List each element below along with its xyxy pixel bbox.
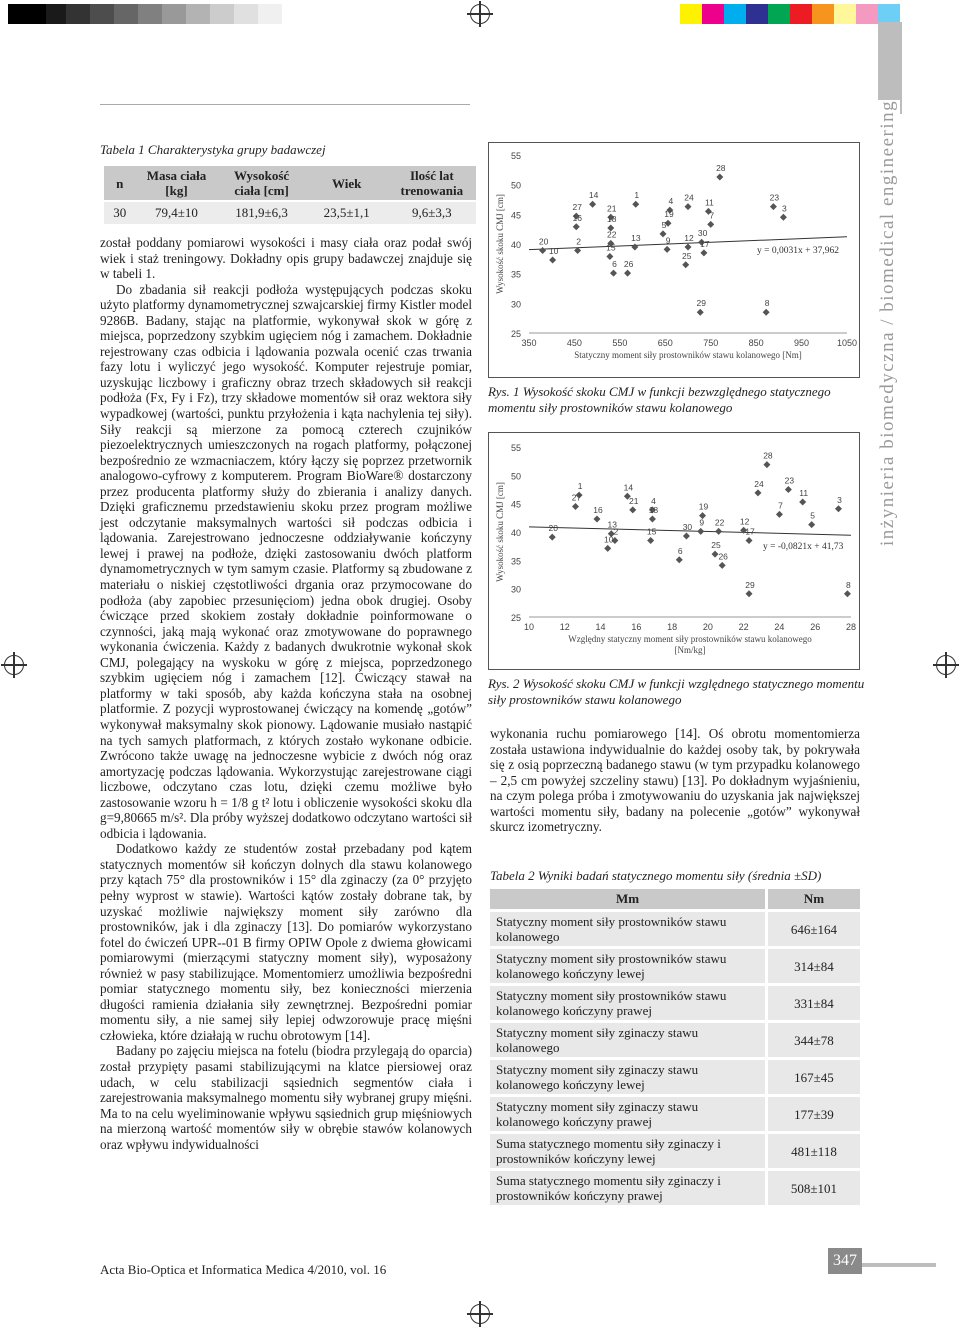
data-point-label: 6 (677, 545, 683, 556)
table2-label-cell: Suma statycznego momentu siły zginaczy i prostowników kończyny lewej (490, 1133, 767, 1170)
data-point (770, 203, 777, 210)
table2-row (490, 1170, 860, 1206)
data-point (685, 243, 692, 250)
data-point (835, 505, 842, 512)
x-tick-label: 750 (703, 338, 719, 348)
x-tick-label: 550 (612, 338, 628, 348)
data-point-label: 16 (593, 504, 603, 515)
data-point-label: 15 (606, 242, 616, 253)
table2-label-cell: Statyczny moment siły zginaczy stawu kolanowego kończyny prawej (490, 1096, 767, 1133)
table2-row (490, 1059, 860, 1096)
x-tick-label: 10 (523, 622, 535, 632)
x-axis-label: Statyczny moment siły prostowników stawu kolanowego [Nm] (574, 350, 802, 360)
x-tick-label: 1050 (836, 338, 858, 348)
y-tick-label: 35 (510, 556, 521, 567)
chart-1-caption: Rys. 1 Wysokość skoku CMJ w funkcji bezwzględnego statycznego momentu siły prostowników stawu kolanowego (488, 384, 831, 415)
data-point (610, 270, 617, 277)
data-point (754, 489, 761, 496)
right-column (490, 726, 860, 835)
data-point-label: 28 (716, 162, 726, 173)
data-point-label: 30 (682, 521, 693, 532)
x-tick-label: 950 (794, 338, 810, 348)
data-point (685, 203, 692, 210)
data-point-label: 8 (846, 579, 851, 590)
x-tick-label: 18 (667, 622, 678, 632)
x-tick-label: 650 (657, 338, 673, 348)
side-section-label: inżynieria biomedyczna / biomedical engineering (876, 100, 900, 560)
registration-mark-icon (4, 655, 24, 675)
data-point (746, 537, 753, 544)
table1 (104, 166, 476, 224)
table2-row (490, 1133, 860, 1170)
data-point-label: 13 (607, 519, 618, 530)
data-point (844, 590, 851, 597)
left-column (100, 235, 472, 1152)
table2-label-cell: Statyczny moment siły zginaczy stawu kolanowego (490, 1022, 767, 1059)
y-tick-label: 55 (510, 443, 521, 453)
table2-row (490, 1022, 860, 1059)
data-point-label: 2 (613, 526, 619, 537)
x-tick-label: 850 (748, 338, 764, 348)
table1-cell: 79,4±10 (136, 201, 218, 224)
table2-label-cell: Suma statycznego momentu siły zginaczy i prostowników kończyny prawej (490, 1170, 767, 1206)
data-point-label: 24 (684, 192, 694, 203)
data-point (746, 590, 753, 597)
table2-row (490, 911, 860, 948)
data-point (593, 515, 600, 522)
y-tick-label: 30 (510, 299, 521, 310)
trendline-label: y = -0,0821x + 41,73 (763, 542, 844, 553)
table2-row (490, 1096, 860, 1133)
data-point-label: 4 (668, 196, 674, 207)
data-point-label: 1 (577, 481, 583, 492)
table2-value-cell: 508±101 (767, 1170, 861, 1206)
table1-header: Wiek (306, 166, 388, 201)
x-axis-label: Względny statyczny moment siły prostowników stawu kolanowego [Nm/kg] (568, 634, 812, 655)
data-point (549, 257, 556, 264)
data-point-label: 5 (661, 219, 667, 230)
data-point-label: 10 (548, 246, 559, 257)
data-point (629, 506, 636, 513)
x-tick-label: 22 (738, 622, 749, 632)
table2-value-cell: 646±164 (767, 911, 861, 948)
data-point (676, 556, 683, 563)
table2-label-cell: Statyczny moment siły zginaczy stawu kolanowego kończyny lewej (490, 1059, 767, 1096)
data-point-label: 15 (646, 526, 657, 537)
data-point-label: 26 (623, 259, 634, 270)
x-tick-label: 20 (702, 622, 713, 632)
data-point (682, 261, 689, 268)
x-tick-label: 14 (595, 622, 606, 632)
y-tick-label: 50 (510, 471, 521, 482)
y-tick-label: 25 (510, 329, 521, 339)
paragraph: Dodatkowo każdy ze studentów został przebadany pod kątem statycznych momentów sił kończyn dolnych dla stawu kolanowego przy kątach 75° dla prostowników i 15° dla zginaczy (za 0° przyjęto pełny wyprost w stawie). Wartości kątów zostały dobrane tak, by uzyskać możliwie największy moment siły zarówno dla prostowników, jak i dla zginaczy [13]. Do pomiarów wykorzystano fotel do ćwiczeń UPR--01 B firmy OPIW Opole z dwiema głowicami pomiarowymi (mierzącymi statyczny moment siły), wyposażony również w pasy stabilizujące. Momentomierz umożliwia bezpośredni pomiar statycznego momentu siły, bez konieczności mierzenia długości ramienia działania siły zewnętrznej. Bezpośredni pomiar momentu siły, a nie samej siły lepiej odwzorowuje pracę mięśni człowieka, które działają w ruchu obrotowym [14]. (100, 841, 472, 1043)
table1-header: Masa ciała [kg] (136, 166, 218, 201)
registration-mark-icon (470, 1304, 490, 1324)
x-tick-label: 24 (774, 622, 785, 632)
x-tick-label: 26 (810, 622, 821, 632)
table2-label-cell: Statyczny moment siły prostowników stawu kolanowego kończyny prawej (490, 985, 767, 1022)
data-point-label: 10 (603, 534, 614, 545)
data-point (763, 461, 770, 468)
table1-header: Ilość lat trenowania (388, 166, 476, 201)
paragraph: został poddany pomiarowi wysokości i masy ciała oraz podał swój wiek i staż treningowy. Dokładny opis grupy badawczej znajduje się w tabeli 1. (100, 235, 472, 282)
y-tick-label: 50 (510, 180, 521, 191)
page-number: 347 (828, 1248, 862, 1274)
x-tick-label: 28 (845, 622, 857, 632)
data-point-label: 8 (764, 298, 770, 309)
data-point-label: 3 (782, 203, 787, 214)
table2-value-cell: 314±84 (767, 948, 861, 985)
data-point-label: 22 (607, 229, 617, 240)
data-point-label: 17 (745, 526, 755, 537)
data-point (697, 528, 704, 535)
data-point-label: 11 (799, 487, 809, 498)
table1-cell: 9,6±3,3 (388, 201, 476, 224)
data-point-label: 6 (612, 259, 617, 270)
table2-value-cell: 177±39 (767, 1096, 861, 1133)
y-tick-label: 30 (510, 584, 521, 595)
data-point-label: 13 (631, 232, 641, 243)
data-point-label: 29 (745, 579, 755, 590)
table2-row (490, 985, 860, 1022)
data-point-label: 5 (810, 510, 816, 521)
data-point (683, 532, 690, 539)
data-point-label: 12 (684, 232, 694, 243)
data-point (763, 309, 770, 316)
table2-value-cell: 167±45 (767, 1059, 861, 1096)
table1-header: Wysokość ciała [cm] (217, 166, 305, 201)
registration-mark-icon (470, 4, 490, 24)
data-point-label: 27 (571, 492, 582, 503)
chart-2-frame (488, 432, 860, 670)
table1-cell: 30 (104, 201, 136, 224)
data-point (715, 528, 722, 535)
page-number-rule (862, 1263, 936, 1267)
chart-1-frame (488, 142, 860, 378)
data-point-label: 14 (623, 482, 634, 493)
data-point-label: 17 (700, 238, 710, 249)
table2-header: Mm (490, 889, 767, 911)
data-point (719, 562, 726, 569)
data-point-label: 22 (714, 517, 725, 528)
data-point (707, 221, 714, 228)
table2-value-cell: 481±118 (767, 1133, 861, 1170)
header-rule (100, 104, 470, 105)
data-point-label: 23 (769, 192, 780, 203)
chart-1 (489, 143, 859, 377)
y-axis-label: Wysokość skoku CMJ [cm] (495, 482, 505, 582)
data-point-label: 11 (705, 197, 714, 208)
paragraph: Badany po zajęciu miejsca na fotelu (biodra przylegają do oparcia) został przypięty pasami stabilizującymi na klatce piersiowej oraz udach, w celu stabilizacji sąsiednich segmentów ciała i zarejestrowania maksymalnego momentu siły wybranej grupy mięśni. Ma to na celu wyeliminowanie wpływu sąsiednich grup mięśniowych na mierzoną wartość momentów siły w obrębie stawów kolanowych oraz wpływu indywidualności (100, 1043, 472, 1152)
x-tick-label: 450 (566, 338, 582, 348)
data-point (647, 537, 654, 544)
data-point-label: 19 (698, 501, 709, 512)
data-point-label: 25 (711, 540, 721, 551)
data-point-label: 30 (697, 228, 708, 239)
data-point-label: 28 (763, 450, 773, 461)
table2 (490, 889, 860, 1205)
data-point-label: 21 (629, 495, 639, 506)
data-point (808, 521, 815, 528)
y-tick-label: 45 (510, 210, 521, 221)
data-point-label: 23 (784, 475, 795, 486)
data-point (716, 173, 723, 180)
footer-journal: Acta Bio-Optica et Informatica Medica 4/2010, vol. 16 (100, 1262, 387, 1277)
table1-cell: 23,5±1,1 (306, 201, 388, 224)
data-point (700, 249, 707, 256)
data-point (776, 511, 783, 518)
data-point-label: 19 (664, 209, 674, 220)
data-point-label: 12 (739, 516, 750, 527)
data-point (572, 503, 579, 510)
data-point-label: 3 (837, 494, 842, 505)
data-point (697, 309, 704, 316)
data-point-label: 24 (754, 478, 764, 489)
table2-value-cell: 331±84 (767, 985, 861, 1022)
data-point-label: 16 (572, 212, 582, 223)
data-point-label: 7 (778, 500, 783, 511)
data-point-label: 14 (588, 190, 599, 201)
data-point-label: 2 (576, 236, 581, 247)
data-point (785, 486, 792, 493)
table2-label-cell: Statyczny moment siły prostowników stawu kolanowego kończyny lewej (490, 948, 767, 985)
data-point (649, 515, 656, 522)
y-axis-label: Wysokość skoku CMJ [cm] (495, 194, 505, 294)
x-tick-label: 16 (631, 622, 642, 632)
table2-caption: Tabela 2 Wyniki badań statycznego momentu siły (średnia ±SD) (490, 868, 822, 883)
data-point-label: 1 (634, 190, 640, 201)
x-tick-label: 12 (559, 622, 570, 632)
chart-2 (489, 433, 859, 669)
data-point-label: 25 (681, 250, 692, 261)
data-point (573, 223, 580, 230)
table2-value-cell: 344±78 (767, 1022, 861, 1059)
data-point (604, 545, 611, 552)
table1-caption: Tabela 1 Charakterystyka grupy badawczej (100, 142, 326, 157)
data-point (589, 201, 596, 208)
trendline-label: y = 0,0031x + 37,962 (757, 245, 839, 256)
data-point-label: 7 (709, 210, 715, 221)
data-point-label: 27 (572, 202, 582, 213)
data-point (799, 498, 806, 505)
data-point (780, 214, 787, 221)
data-point-label: 9 (665, 235, 671, 246)
data-point-label: 21 (607, 203, 617, 214)
table2-label-cell: Statyczny moment siły prostowników stawu kolanowego (490, 911, 767, 948)
data-point (539, 247, 546, 254)
data-point-label: 20 (548, 523, 558, 534)
table1-header: n (104, 166, 136, 201)
y-tick-label: 45 (510, 499, 521, 510)
data-point-label: 29 (696, 298, 707, 309)
data-point-label: 20 (538, 236, 549, 247)
data-point (632, 201, 639, 208)
y-tick-label: 25 (510, 613, 521, 623)
data-point (624, 270, 631, 277)
x-tick-label: 350 (521, 338, 537, 348)
y-tick-label: 35 (510, 269, 521, 280)
data-point-label: 26 (718, 551, 728, 562)
data-point (631, 243, 638, 250)
chart-2-caption: Rys. 2 Wysokość skoku CMJ w funkcji względnego statycznego momentu siły prostowników stawu kolanowego (488, 676, 865, 707)
data-point (664, 246, 671, 253)
paragraph: wykonania ruchu pomiarowego [14]. Oś obrotu momentomierza została ustawiona indywidualnie do każdej osoby tak, by pokrywała się z osią poprzeczną badanego stawu (w tym przypadku kolanowego – 2,5 cm powyżej szczeliny stawu) [13]. Po dokładnym wyjaśnieniu, na czym polega próba i zmotywowaniu do uzyskania jak największej wartości momentu siły, badany na polecenie „gotów” wykonywał skurcz izometryczny. (490, 726, 860, 835)
data-point-label: 9 (699, 517, 705, 528)
y-tick-label: 40 (510, 528, 521, 538)
table2-header: Nm (767, 889, 861, 911)
y-tick-label: 55 (510, 151, 521, 161)
data-point-label: 18 (607, 213, 617, 224)
registration-mark-icon (936, 655, 956, 675)
table2-row (490, 948, 860, 985)
data-point-label: 18 (648, 504, 659, 515)
y-tick-label: 40 (510, 240, 521, 250)
data-point-label: 4 (651, 495, 656, 506)
paragraph: Do zbadania sił reakcji podłoża występujących podczas skoku użyto platformy dynamometrycznej szwajcarskiej firmy Kistler model 9286B. Badany, stając na platformie, wykonywał skok w górę z miejsca, poprzedzony szybkim ugięciem nóg i zamachem. Dokładnie rejestrowany czas odbicia i lądowania pozwala ocenić czas trwania fazy lotu i wyliczyć jego wysokość. Komputer rejestruje pomiar, uzyskując liczbowy i graficzny obraz trzech składowych sił reakcji podłoża (Fx, Fy i Fz), trzy składowe momentów sił oraz wektora siły wypadkowej (wartości, punktu przyłożenia i kąta nachylenia tej siły). Siły reakcji są mierzone za pomocą czterech czujników piezoelektrycznych umieszczonych na rogach platformy, połączonej bezpośrednio ze wzmacniaczem, który łączy się poprzez przetwornik analogowo-cyfrowy z komputerem. Program BioWare® dostarczony przez producenta platformy służy do zbierania i analizy danych. Dzięki graficznemu przedstawieniu skoku przez program możliwe jest odczytanie maksymalnych wartości sił podczas odbicia i lądowania. Zarejestrowano jednoczesne oddziaływanie kończyny lewej i prawej na podłoże, dzięki zastosowaniu dwóch platform dynamometrycznych w tym samym czasie. Platformy są zbudowane z materiału o niskiej częstotliwości drgania oraz przymocowane do podłoża (aby zapobiec przesunięciom) jedna obok drugiej. Osoby ćwiczące przed skokiem zostały dokładnie poinformowane o czynności, jaką mają wykonać oraz zmotywowane do poprawnego wykonania ćwiczenia. Każdy z badanych dwukrotnie wykonał skok CMJ, polegający na wyskoku w górę z miejsca, poprzedzonego szybkim ugięciem nóg i zamachem [12]. Ćwiczący stawał na platformy w taki sposób, aby każda kończyna stała na osobnej platformie. Z pozycji wyprostowanej ćwiczący na komendę „gotów” wykonywał maksymalny skok pionowy. Lądowanie musiało nastąpić na tych samych platformach, z których zostało wykonane odbicie. Zwrócono także uwagę na jednoczesne wybicie z dwóch nóg oraz amortyzację podczas lądowania. Wykorzystując zarejestrowane ciągi liczbowe, odczytano czas lotu, dzięki czemu możliwe było zastosowanie wzoru h = 1/8 g t² lotu i obliczenie wysokości skoku dla g=9,80665 m/s². Dla próby wyższej dodatkowo odczytano wartości sił odbicia i lądowania. (100, 281, 472, 841)
table1-cell: 181,9±6,3 (217, 201, 305, 224)
data-point (549, 534, 556, 541)
